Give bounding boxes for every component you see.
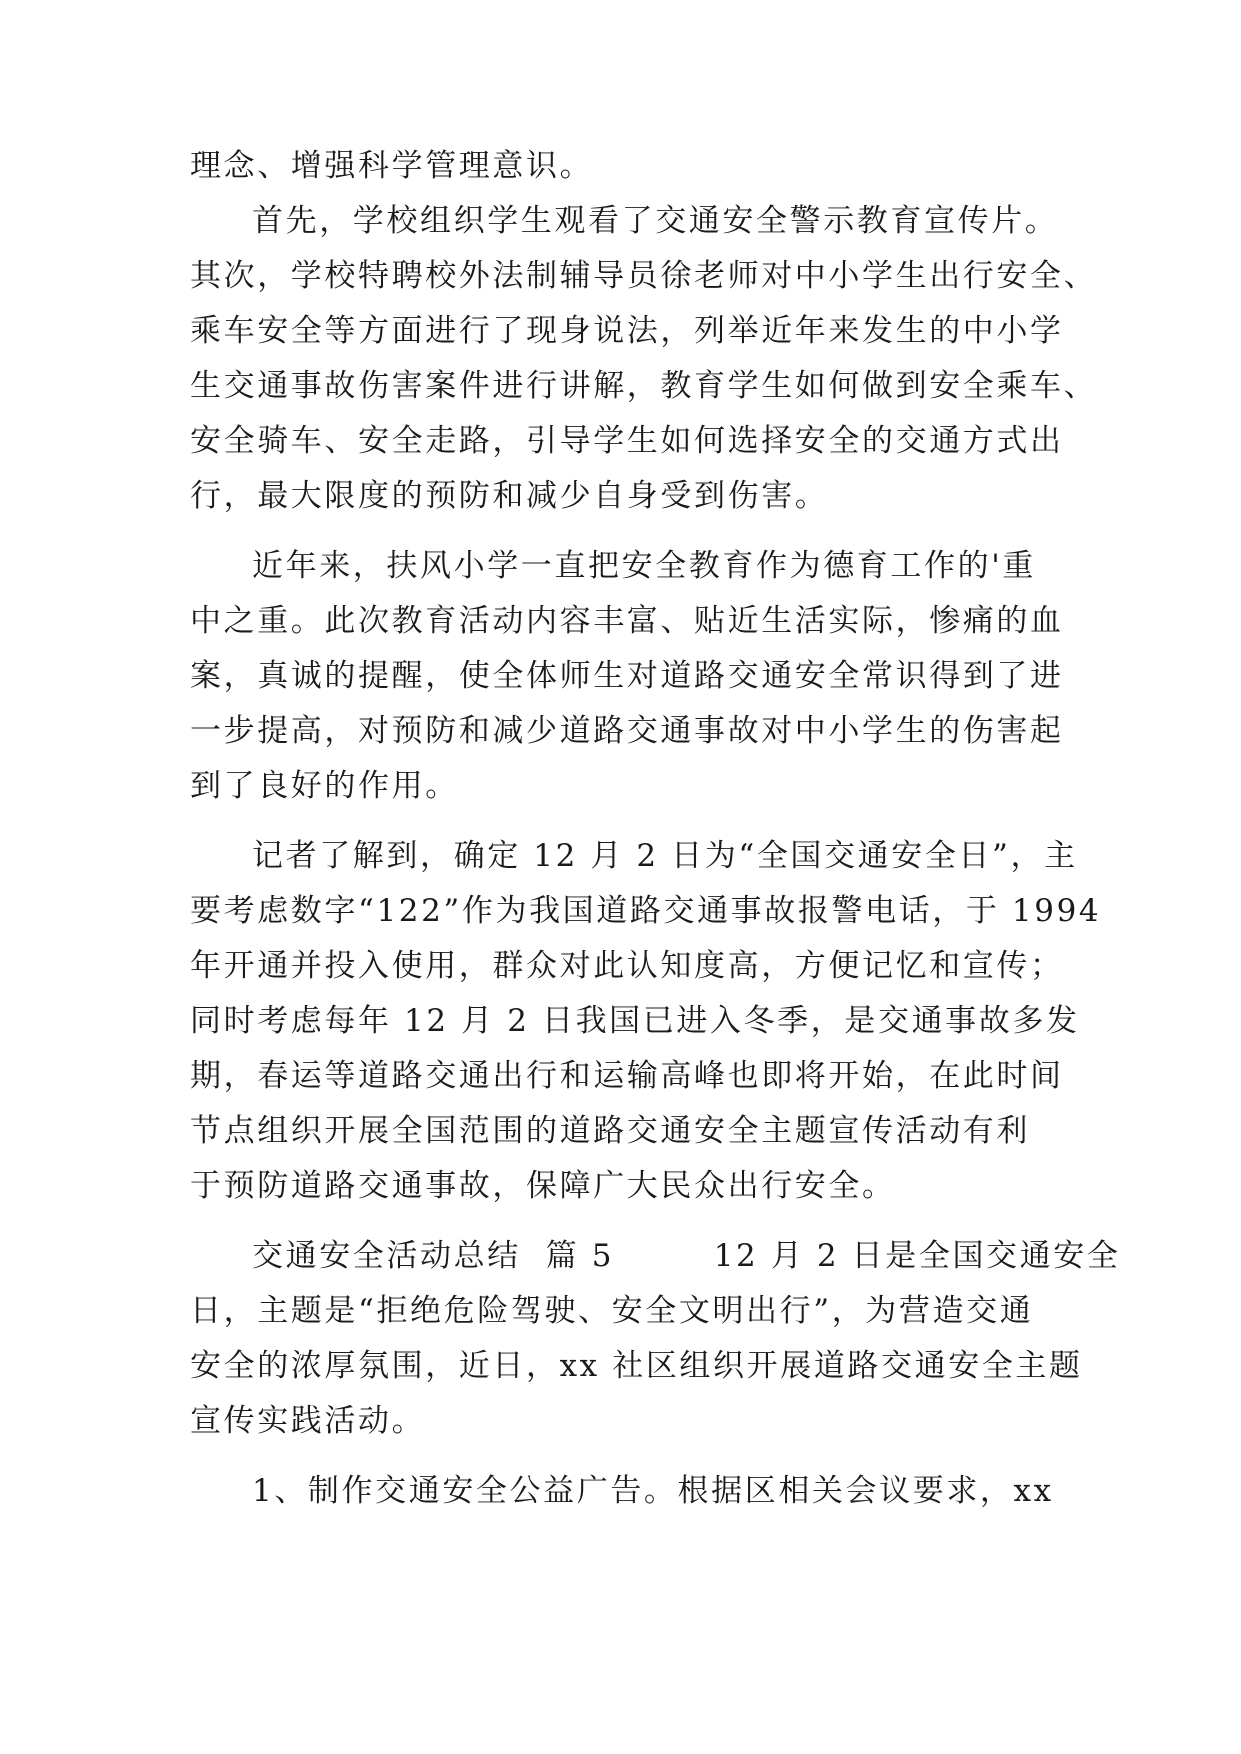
text-line: 要考虑数字“122”作为我国道路交通事故报警电话，于 1994 bbox=[190, 893, 1102, 929]
text-line: 同时考虑每年 12 月 2 日我国已进入冬季，是交通事故多发 bbox=[190, 1003, 1080, 1039]
text-line: 生交通事故伤害案件进行讲解，教育学生如何做到安全乘车、 bbox=[190, 368, 1098, 404]
text-line: 1、制作交通安全公益广告。根据区相关会议要求，xx bbox=[252, 1473, 1054, 1509]
text-line: 宣传实践活动。 bbox=[190, 1403, 426, 1439]
text-line: 其次，学校特聘校外法制辅导员徐老师对中小学生出行安全、 bbox=[190, 258, 1098, 294]
text-line: 记者了解到，确定 12 月 2 日为“全国交通安全日”，主 bbox=[252, 838, 1078, 874]
text-line: 首先，学校组织学生观看了交通安全警示教育宣传片。 bbox=[252, 203, 1059, 239]
text-line: 交通安全活动总结 篇 5 12 月 2 日是全国交通安全 bbox=[252, 1238, 1121, 1274]
text-line: 安全骑车、安全走路，引导学生如何选择安全的交通方式出 bbox=[190, 423, 1064, 459]
text-line: 安全的浓厚氛围，近日，xx 社区组织开展道路交通安全主题 bbox=[190, 1348, 1083, 1384]
text-line: 中之重。此次教育活动内容丰富、贴近生活实际，惨痛的血 bbox=[190, 603, 1064, 639]
text-line: 乘车安全等方面进行了现身说法，列举近年来发生的中小学 bbox=[190, 313, 1064, 349]
text-line: 期，春运等道路交通出行和运输高峰也即将开始，在此时间 bbox=[190, 1058, 1064, 1094]
text-line: 于预防道路交通事故，保障广大民众出行安全。 bbox=[190, 1168, 896, 1204]
text-line: 节点组织开展全国范围的道路交通安全主题宣传活动有利 bbox=[190, 1113, 1030, 1149]
text-line: 到了良好的作用。 bbox=[190, 768, 459, 804]
text-line: 年开通并投入使用，群众对此认知度高，方便记忆和宣传； bbox=[190, 948, 1064, 984]
text-line: 一步提高，对预防和减少道路交通事故对中小学生的伤害起 bbox=[190, 713, 1064, 749]
text-line: 近年来，扶风小学一直把安全教育作为德育工作的'重 bbox=[252, 548, 1036, 584]
text-line: 案，真诚的提醒，使全体师生对道路交通安全常识得到了进 bbox=[190, 658, 1064, 694]
text-line: 理念、增强科学管理意识。 bbox=[190, 148, 594, 184]
text-line: 行，最大限度的预防和减少自身受到伤害。 bbox=[190, 478, 829, 514]
text-line: 日，主题是“拒绝危险驾驶、安全文明出行”，为营造交通 bbox=[190, 1293, 1034, 1329]
